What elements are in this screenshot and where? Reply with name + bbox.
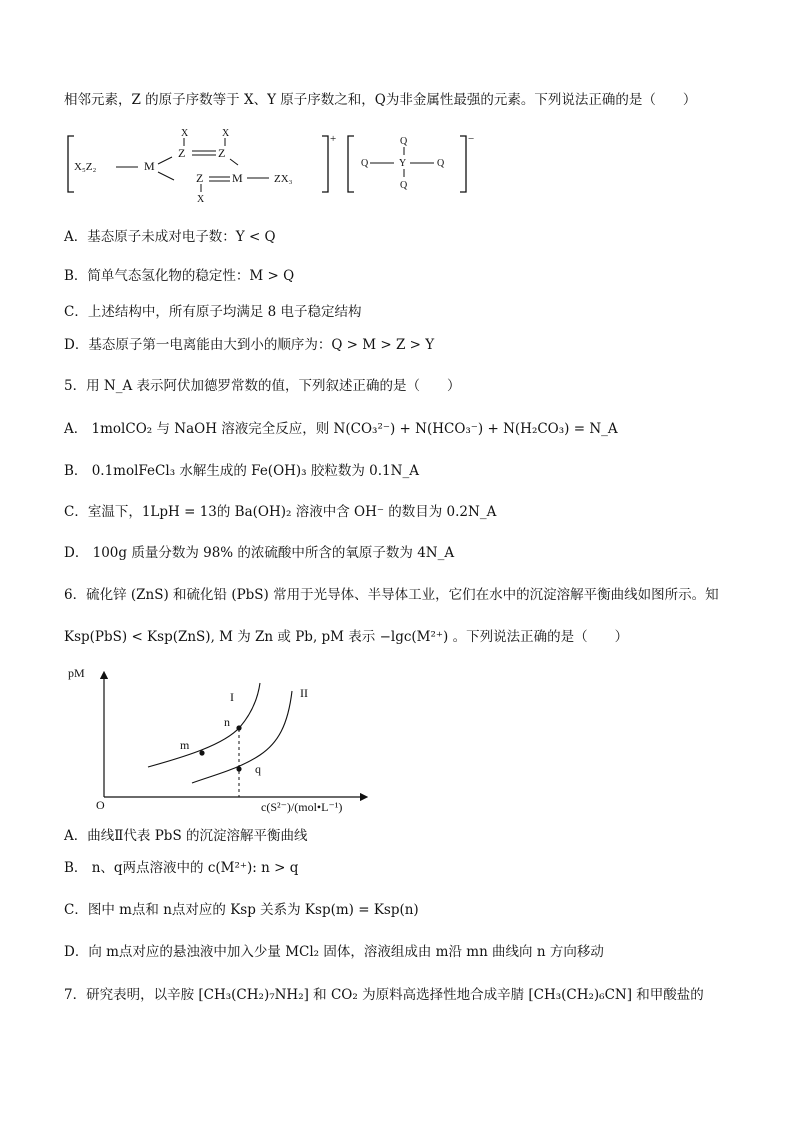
anion-q-top: Q [400, 136, 408, 147]
q4-option-c: C．上述结构中，所有原子均满足 8 电子稳定结构 [64, 304, 362, 320]
point-m [199, 750, 204, 755]
q5-option-d: D． 100g 质量分数为 98% 的浓硫酸中所含的氧原子数为 4N_A [64, 545, 455, 561]
y-axis-label: pM [68, 666, 85, 680]
charge-plus: + [330, 133, 337, 145]
q5-option-c: C．室温下，1LpH = 13的 Ba(OH)₂ 溶液中含 OH⁻ 的数目为 0.2N_A [64, 504, 497, 520]
cation-left-label: X₅Z₂ [74, 161, 97, 173]
x-top-2: X [222, 128, 230, 139]
point-n [236, 725, 241, 730]
q6-stem-line1: 6．硫化锌 (ZnS) 和硫化铅 (PbS) 常用于光导体、半导体工业，它们在水中的沉淀溶解平衡曲线如图所示。知 [64, 587, 719, 603]
anion-q-left: Q [361, 158, 369, 169]
x-axis-label: c(S²⁻)/(mol•L⁻¹) [261, 800, 343, 814]
z-top-1: Z [178, 146, 186, 160]
anion-q-right: Q [437, 158, 445, 169]
q5-option-a: A． 1molCO₂ 与 NaOH 溶液完全反应，则 N(CO₃²⁻) + N(HCO₃⁻) + N(H₂CO₃) = N_A [64, 421, 618, 437]
curve-ii [192, 691, 292, 783]
q5-stem: 5．用 N_A 表示阿伏加德罗常数的值，下列叙述正确的是（ ） [64, 378, 461, 394]
q4-intro: 相邻元素，Z 的原子序数等于 X、Y 原子序数之和，Q为非金属性最强的元素。下列说法正确的是（ ） [64, 92, 697, 108]
q6-stem-line2: Ksp(PbS) < Ksp(ZnS), M 为 Zn 或 Pb, pM 表示 −lgc(M²⁺) 。下列说法正确的是（ ） [64, 629, 629, 645]
q4-option-d: D．基态原子第一电离能由大到小的顺序为：Q > M > Z > Y [64, 337, 435, 353]
q4-option-a: A．基态原子未成对电子数：Y < Q [64, 229, 276, 245]
solubility-equilibrium-figure [64, 665, 394, 815]
zx3-label: ZX₃ [274, 173, 293, 185]
point-q-label: q [255, 762, 261, 776]
x-top-1: X [181, 128, 189, 139]
z-top-2: Z [218, 146, 226, 160]
anion-y: Y [399, 158, 407, 169]
q6-option-c: C．图中 m点和 n点对应的 Ksp 关系为 Ksp(m) = Ksp(n) [64, 902, 419, 918]
ion-structure-diagram [64, 122, 524, 212]
charge-minus: − [468, 133, 475, 145]
q6-option-d: D．向 m点对应的悬浊液中加入少量 MCl₂ 固体，溶液组成由 m沿 mn 曲线向 n 方向移动 [64, 944, 604, 960]
point-m-label: m [180, 738, 190, 752]
anion-q-bottom: Q [400, 180, 408, 191]
point-n-label: n [224, 715, 230, 729]
q6-option-b: B． n、q两点溶液中的 c(M²⁺): n > q [64, 860, 299, 876]
curve-i-label: I [230, 690, 234, 704]
curve-ii-label: II [300, 686, 308, 700]
x-bottom: X [197, 194, 205, 205]
origin-label: O [96, 798, 105, 812]
q4-option-b: B．简单气态氢化物的稳定性：M > Q [64, 268, 295, 284]
z-bottom: Z [196, 171, 204, 185]
cation-m2: M [232, 171, 243, 185]
q5-option-b: B． 0.1molFeCl₃ 水解生成的 Fe(OH)₃ 胶粒数为 0.1N_A [64, 463, 419, 479]
cation-m1: M [144, 159, 155, 173]
point-q [236, 766, 241, 771]
q6-option-a: A．曲线Ⅱ代表 PbS 的沉淀溶解平衡曲线 [64, 828, 308, 844]
q7-stem: 7．研究表明，以辛胺 [CH₃(CH₂)₇NH₂] 和 CO₂ 为原料高选择性地合成辛腈 [CH₃(CH₂)₆CN] 和甲酸盐的 [64, 987, 704, 1003]
